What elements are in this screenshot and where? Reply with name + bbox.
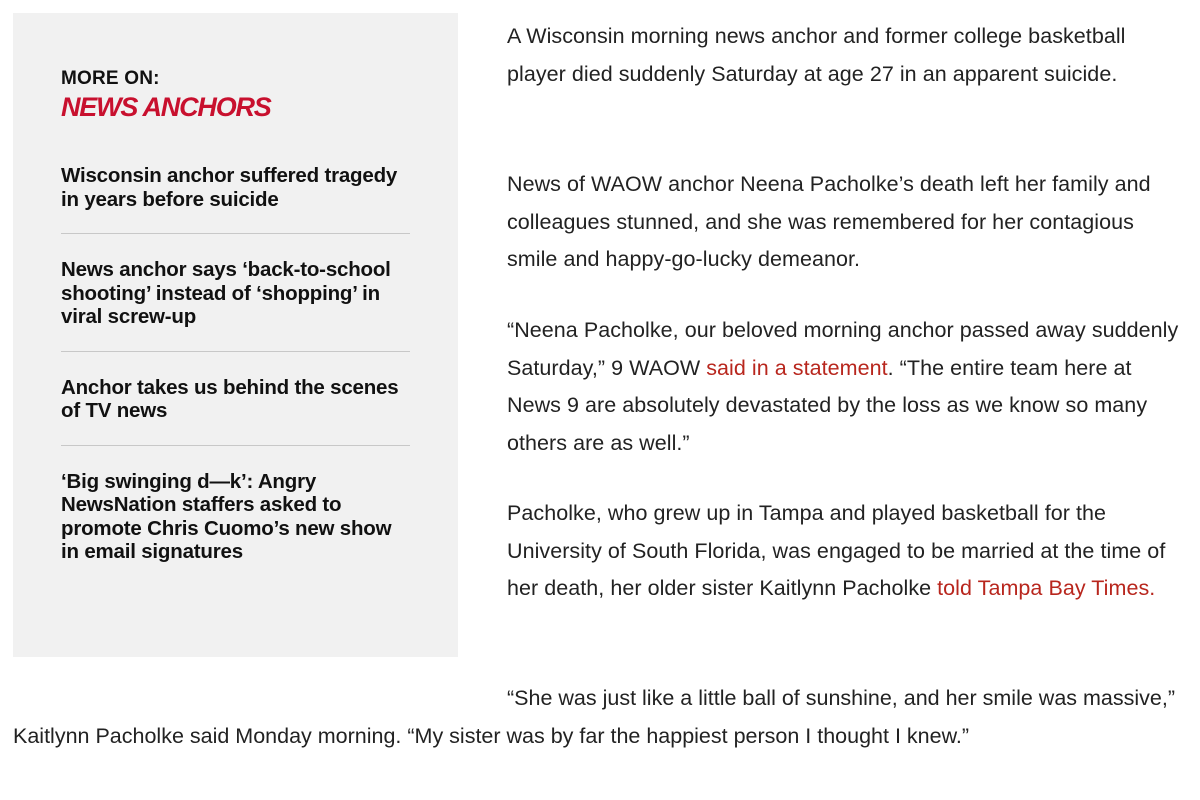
related-article-link[interactable]: News anchor says ‘back-to-school shooting’ instead of ‘shopping’ in viral screw-up <box>61 258 391 328</box>
statement-link[interactable]: said in a statement <box>706 355 888 380</box>
article-paragraph: A Wisconsin morning news anchor and former college basketball player died suddenly Saturday at age 27 in an apparent suicide. <box>507 24 1126 86</box>
related-list <box>61 164 410 586</box>
list-item <box>61 258 410 352</box>
more-on-label: MORE ON: <box>61 68 160 89</box>
article-paragraph <box>507 495 1187 608</box>
related-article-link[interactable]: Anchor takes us behind the scenes of TV news <box>61 375 399 422</box>
article-paragraph: “She was just like a little ball of sunshine, and her smile was massive,” Kaitlynn Pacholke said Monday morning. “My sister was by far the happiest person I thought I knew.” <box>13 686 1175 748</box>
list-item <box>61 470 410 586</box>
paragraph-text: “Neena Pacholke, our beloved morning anchor passed away suddenly Saturday,” 9 WAOW <box>507 318 1179 380</box>
related-article-link[interactable]: ‘Big swinging d—k’: Angry NewsNation staffers asked to promote Chris Cuomo’s new show in email signatures <box>61 469 392 563</box>
list-item <box>61 164 410 234</box>
paragraph-text: . “The entire team here at News 9 are absolutely devastated by the loss as we know so many others are as well.” <box>507 355 1148 455</box>
article-paragraph: News of WAOW anchor Neena Pacholke’s death left her family and colleagues stunned, and she was remembered for her contagious smile and happy-go-lucky demeanor. <box>507 172 1151 271</box>
paragraph-text: Pacholke, who grew up in Tampa and played basketball for the University of South Florida, was engaged to be married at the time of her death, her older sister Kaitlynn Pacholke <box>507 501 1166 600</box>
topic-link[interactable]: NEWS ANCHORS <box>61 92 271 122</box>
related-article-link[interactable]: Wisconsin anchor suffered tragedy in years before suicide <box>61 164 398 211</box>
list-item <box>61 376 410 446</box>
related-sidebar <box>13 13 458 657</box>
tampa-bay-times-link[interactable]: told Tampa Bay Times. <box>937 576 1156 600</box>
article-paragraph <box>507 312 1187 462</box>
